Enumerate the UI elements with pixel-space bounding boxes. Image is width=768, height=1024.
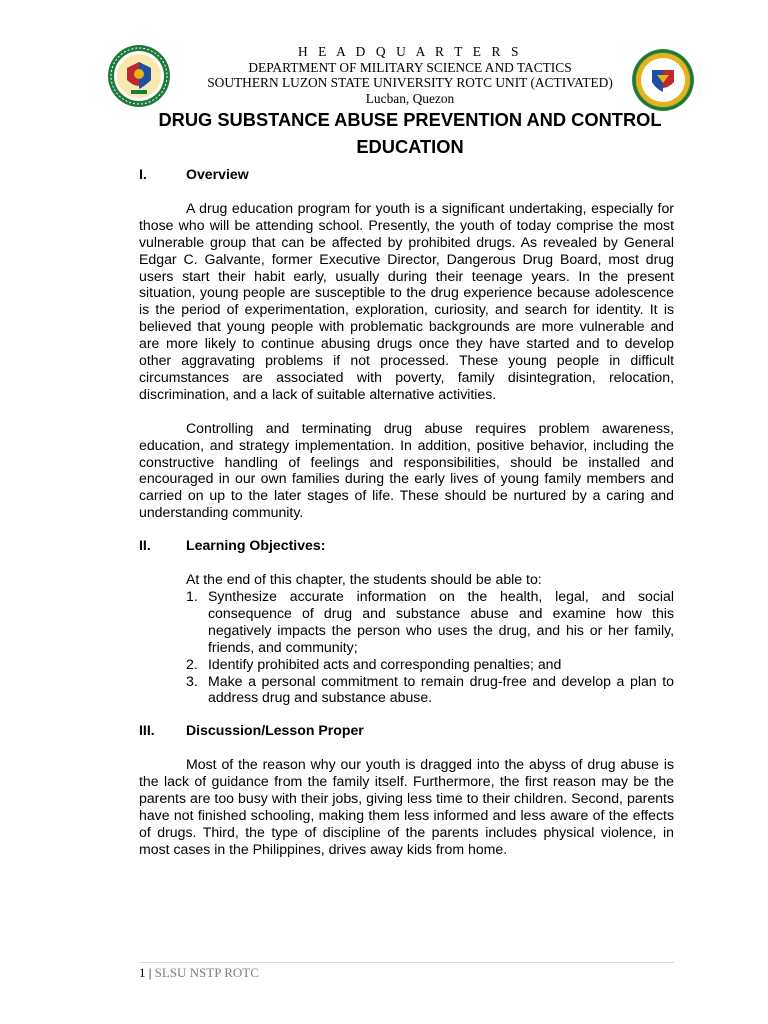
list-item-text: Identify prohibited acts and corresponding penalties; and <box>208 655 562 672</box>
list-item-number: 2. <box>186 655 198 672</box>
document-title: DRUG SUBSTANCE ABUSE PREVENTION AND CONTROL EDUCATION <box>158 109 662 157</box>
location-line: Lucban, Quezon <box>365 90 455 106</box>
section-heading-discussion <box>139 722 674 739</box>
university-line: SOUTHERN LUZON STATE UNIVERSITY ROTC UNIT (ACTIVATED) <box>207 75 613 91</box>
list-item <box>186 588 674 656</box>
footer-label: SLSU NSTP ROTC <box>151 965 259 980</box>
section-heading-objectives <box>139 537 674 554</box>
section-number: III. <box>139 722 155 739</box>
list-item-text: Synthesize accurate information on the health, legal, and social consequence of drug and substance abuse and examine how this negatively impacts the person who uses the drug, and his or her family, friends, and community; <box>208 588 674 655</box>
section-title: Learning Objectives: <box>186 537 326 554</box>
overview-paragraph-2: Controlling and terminating drug abuse requires problem awareness, education, and strategy implementation. In addition, positive behavior, including the constructive handling of feelings and responsibilities, should be installed and encouraged in our own families during the early lives of young family members and carried on up to the later stages of life. These should be nurtured by a caring and understanding community. <box>139 419 674 521</box>
overview-paragraph-1: A drug education program for youth is a significant undertaking, especially for those who will be attending school. Presently, the youth of today comprise the most vulnerable group that can be affected by prohibited drugs. As revealed by General Edgar C. Galvante, former Executive Director, Dangerous Drug Board, most drug users start their habit early, usually during their teenage years. In the present situation, young people are susceptible to the drug experience because adolescence is the period of experimentation, exploration, curiosity, and search for identity. It is believed that young people with problematic backgrounds are more vulnerable and are more likely to continue abusing drugs once they have started and to develop other aggravating problems if not processed. These young people in difficult circumstances are associated with poverty, family disintegration, relocation, discrimination, and a lack of suitable alternative activities. <box>139 199 674 402</box>
page-number: 1 | <box>139 965 152 980</box>
section-heading-overview <box>139 166 674 183</box>
list-item <box>186 656 674 673</box>
list-item-text: Make a personal commitment to remain drug-free and develop a plan to address drug and substance abuse. <box>208 672 674 706</box>
list-item <box>186 673 674 707</box>
objectives-intro: At the end of this chapter, the students should be able to: <box>186 571 542 588</box>
section-number: II. <box>139 537 151 554</box>
section-number: I. <box>139 166 147 182</box>
page-footer <box>139 965 259 981</box>
department-line: DEPARTMENT OF MILITARY SCIENCE AND TACTICS <box>248 59 572 75</box>
discussion-paragraph-1: Most of the reason why our youth is dragged into the abyss of drug abuse is the lack of guidance from the family itself. Furthermore, the first reason may be the parents are too busy with their jobs, giving less time to their children. Second, parents have not finished schooling, making them less informed and less aware of the effects of drugs. Third, the type of discipline of the parents includes physical violence, in most cases in the Philippines, drives away kids from home. <box>139 756 674 857</box>
section-title: Overview <box>186 166 249 182</box>
headquarters-line: H E A D Q U A R T E R S <box>297 44 523 59</box>
objectives-list <box>186 588 674 706</box>
letterhead <box>150 44 670 106</box>
section-title: Discussion/Lesson Proper <box>186 722 364 739</box>
document-body <box>139 166 674 858</box>
list-item-number: 3. <box>186 672 198 689</box>
list-item-number: 1. <box>186 588 198 604</box>
footer-divider <box>139 962 674 963</box>
